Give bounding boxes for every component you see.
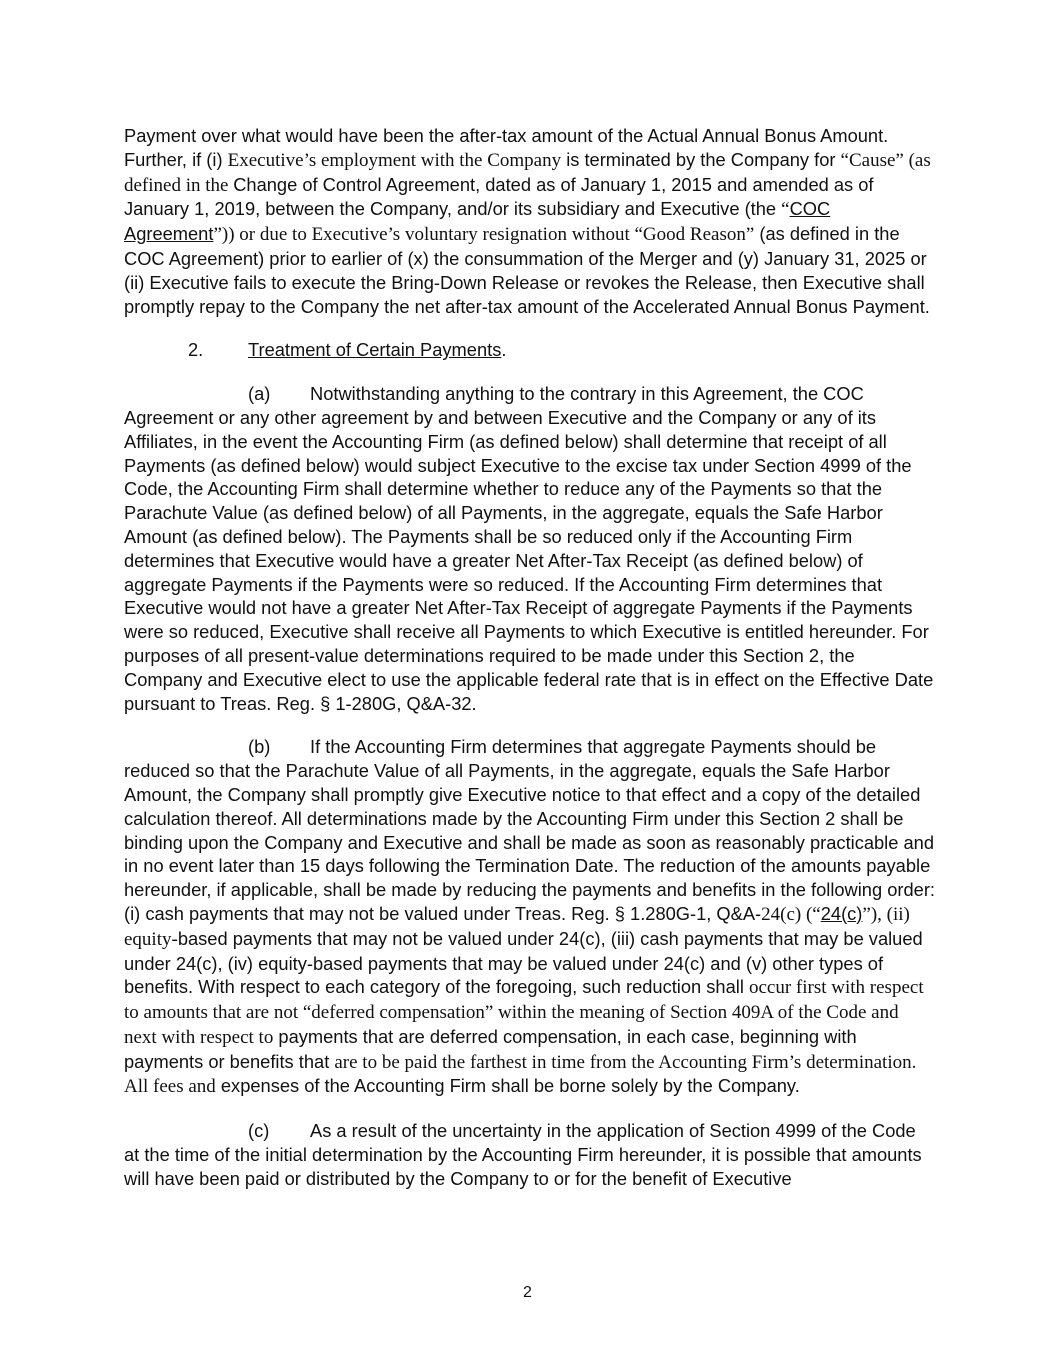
text-run: occur first with respect to amounts that are not “deferred compensation” within the meaning of Section 409A of the Code and next with respect to — [124, 977, 924, 1048]
text-run: Payment over what would have been the after-tax amount of the Actual Annual Bonus Amount. Further, if (i) — [124, 125, 889, 170]
defined-term-coc-agreement: COC Agreement — [124, 198, 831, 245]
text-run: are to be paid the farthest in time from the Accounting Firm’s determination. All fees and — [124, 1051, 917, 1098]
subparagraph-b — [124, 735, 936, 1099]
text-run: “Cause” (as defined in the — [124, 149, 931, 196]
subparagraph-label: (b) — [248, 736, 271, 758]
text-run: payments that are deferred compensation, in each case, beginning with payments or benefits that — [124, 1025, 857, 1072]
text-run: (as defined in the COC Agreement) prior to earlier of (x) the consummation of the Merger and (y) January 31, 2025 or (ii) Executive fails to execute the Bring-Down Release or revokes the Release, then Executive shall promptly repay to the Company the net after-tax amount of the Accelerated Annual Bonus Payment. — [124, 223, 930, 317]
section-title-end: . — [501, 339, 507, 361]
subparagraph-c — [124, 1119, 936, 1190]
section-heading — [124, 338, 936, 362]
page-number: 2 — [523, 1284, 532, 1301]
paragraph-continuation — [124, 124, 936, 318]
subparagraph-a — [124, 382, 936, 715]
text-run: expenses of the Accounting Firm shall be borne solely by the Company. — [215, 1075, 800, 1097]
document-page — [124, 124, 936, 1191]
text-run: based payments that may not be valued under 24(c), (iii) cash payments that may be valued under 24(c), (iv) equity-based payments that may be valued under 24(c) and (v) other types of benefits. With respect to each category of the foregoing, such reduction shall — [124, 927, 923, 998]
section-number: 2. — [188, 339, 204, 361]
text-run: If the Accounting Firm determines that aggregate Payments should be reduced so that the Parachute Value of all Payments, in the aggregate, equals the Safe Harbor Amount, the Company shall promptly give Executive notice to that effect and a copy of the detailed calculation thereof. All determinations made by the Accounting Firm under this Section 2 shall be binding upon the Company and Executive and shall be made as soon as reasonably practicable and in no event later than 15 days following the Termination Date. The reduction of the amounts payable hereunder, if applicable, shall be made by reducing the payments and benefits in the following order: (i) cash payments that may not be valued under Treas. Reg. § 1.280G-1, Q&A- — [124, 736, 935, 924]
text-run: Change of Control Agreement, dated as of January 1, 2015 and amended as of January 1, 2019, between the Company, and/or its subsidiary and Executive (the — [124, 173, 874, 220]
subparagraph-text: As a result of the uncertainty in the application of Section 4999 of the Code at the time of the initial determination by the Accounting Firm hereunder, it is possible that amounts will have been paid or distributed by the Company to or for the benefit of Executive — [124, 1120, 922, 1189]
text-run: is terminated by the Company for — [561, 148, 841, 170]
subparagraph-label: (a) — [248, 383, 271, 405]
text-run: 24(c) (“ — [761, 903, 821, 925]
section-title: Treatment of Certain Payments — [248, 339, 502, 361]
text-run: ”)) or due to Executive’s voluntary resignation without “Good Reason” — [213, 224, 755, 246]
text-run: “ — [781, 199, 790, 221]
subparagraph-label: (c) — [248, 1120, 270, 1142]
text-run: ”), (ii) equity- — [124, 903, 910, 950]
subparagraph-text: Notwithstanding anything to the contrary in this Agreement, the COC Agreement or any other agreement by and between Executive and the Company or any of its Affiliates, in the event the Accounting Firm (as defined below) shall determine that receipt of all Payments (as defined below) would subject Executive to the excise tax under Section 4999 of the Code, the Accounting Firm shall determine whether to reduce any of the Payments so that the Parachute Value (as defined below) of all Payments, in the aggregate, equals the Safe Harbor Amount (as defined below). The Payments shall be so reduced only if the Accounting Firm determines that Executive would have a greater Net After-Tax Receipt (as defined below) of aggregate Payments if the Payments were so reduced. If the Accounting Firm determines that Executive would not have a greater Net After-Tax Receipt of aggregate Payments if the Payments were so reduced, Executive shall receive all Payments to which Executive is entitled hereunder. For purposes of all present-value determinations required to be made under this Section 2, the Company and Executive elect to use the applicable federal rate that is in effect on the Effective Date pursuant to Treas. Reg. § 1-280G, Q&A-32. — [124, 383, 934, 714]
text-run: Executive’s employment with the Company — [227, 149, 562, 171]
defined-term-24c: 24(c) — [820, 902, 863, 924]
